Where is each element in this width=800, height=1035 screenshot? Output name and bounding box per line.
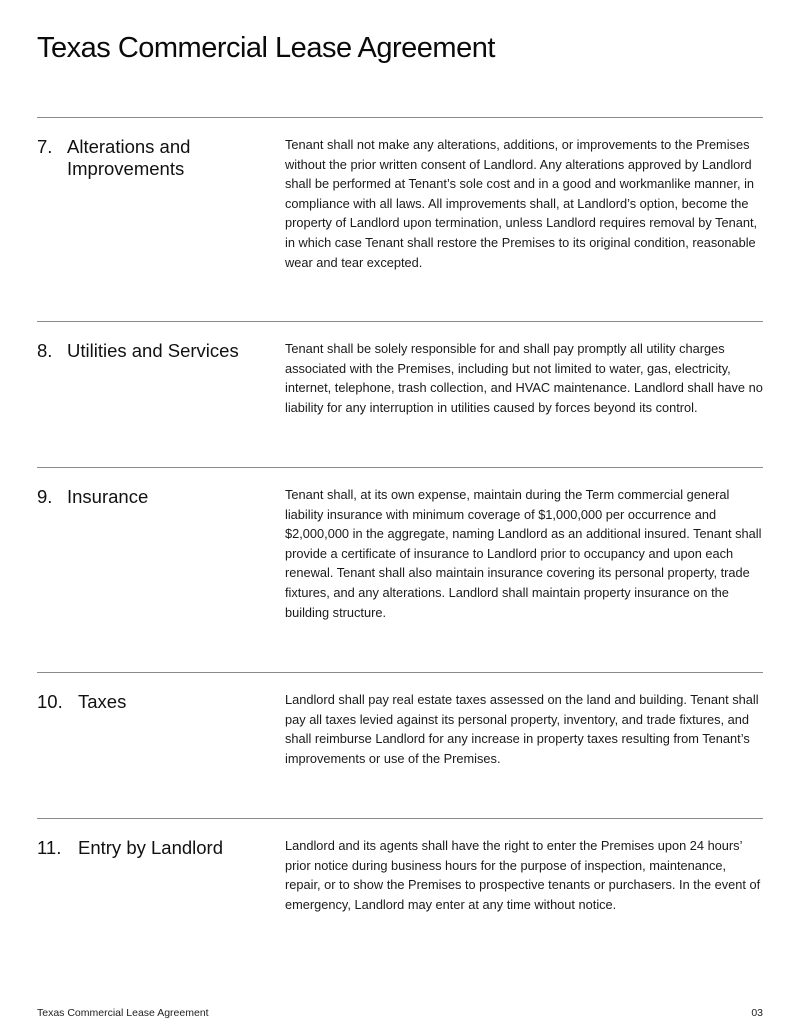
section-title: Taxes xyxy=(78,691,127,712)
footer-document-title: Texas Commercial Lease Agreement xyxy=(37,1007,209,1019)
section-body: Tenant shall be solely responsible for and shall pay promptly all utility charges associated with the Premises, including but not limited to water, gas, electricity, internet, telephone, trash collection, and HVAC maintenance. Landlord shall have no liability for any interruption in utilities caused by forces beyond its control. xyxy=(285,341,763,415)
section-utilities xyxy=(37,321,763,468)
page-title: Texas Commercial Lease Agreement xyxy=(37,32,495,64)
section-heading xyxy=(37,136,267,180)
section-title: Alterations and Improvements xyxy=(67,136,191,179)
section-number: 11. xyxy=(37,837,62,858)
section-insurance xyxy=(37,467,763,673)
page-number: 03 xyxy=(751,1007,763,1019)
section-number: 9. xyxy=(37,486,53,507)
section-body: Tenant shall not make any alterations, additions, or improvements to the Premises without the prior written consent of Landlord. Any alterations approved by Landlord shall be performed at Tenant’s sole cost and in a good and workmanlike manner, in compliance with all laws. All improvements shall, at Landlord’s option, become the property of Landlord upon termination, unless Landlord requires removal by Tenant, in which case Tenant shall restore the Premises to its original condition, reasonable wear and tear excepted. xyxy=(285,137,758,270)
section-number: 8. xyxy=(37,340,53,361)
section-title: Entry by Landlord xyxy=(78,837,224,858)
section-number: 7. xyxy=(37,136,53,157)
section-heading xyxy=(37,486,267,508)
section-body: Landlord and its agents shall have the right to enter the Premises upon 24 hours’ prior notice during business hours for the purpose of inspection, maintenance, repair, or to show the Premises to prospective tenants or purchasers. In the event of emergency, Landlord may enter at any time without notice. xyxy=(285,838,761,912)
section-alterations xyxy=(37,117,763,322)
section-taxes xyxy=(37,672,763,819)
section-title: Utilities and Services xyxy=(67,340,239,361)
section-number: 10. xyxy=(37,691,63,712)
section-body: Landlord shall pay real estate taxes assessed on the land and building. Tenant shall pay all taxes levied against its personal property, inventory, and trade fixtures, and shall reimburse Landlord for any increase in property taxes resulting from Tenant’s improvements or use of the Premises. xyxy=(285,692,759,766)
section-body: Tenant shall, at its own expense, maintain during the Term commercial general liability insurance with minimum coverage of $1,000,000 per occurrence and $2,000,000 in the aggregate, naming Landlord as an additional insured. Tenant shall provide a certificate of insurance to Landlord prior to occupancy and upon each renewal. Tenant shall also maintain insurance covering its personal property, trade fixtures, and any alterations. Landlord shall maintain property insurance on the building structure. xyxy=(285,487,762,620)
section-heading xyxy=(37,340,267,362)
section-title: Insurance xyxy=(67,486,149,507)
section-heading xyxy=(37,691,267,713)
section-entry xyxy=(37,818,763,969)
section-heading xyxy=(37,837,267,859)
